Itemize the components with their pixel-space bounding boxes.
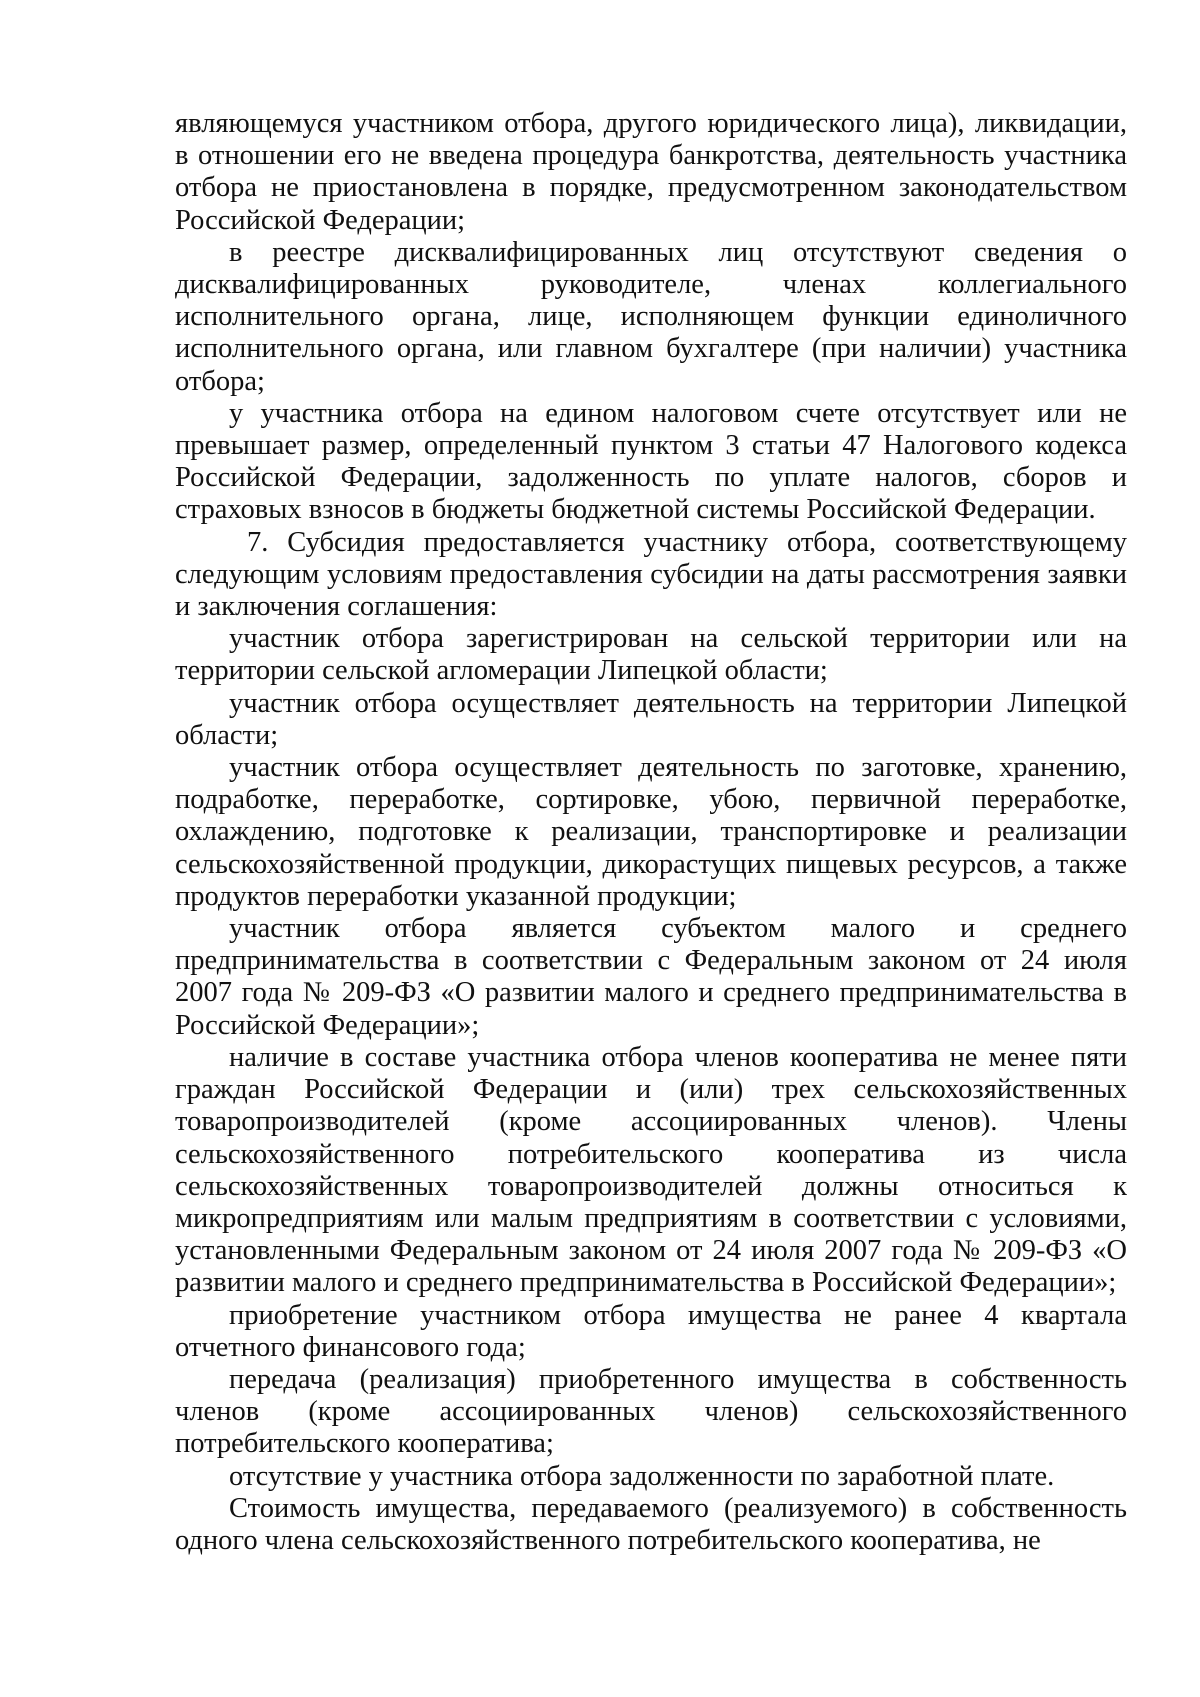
- paragraph-cooperative-members: наличие в составе участника отбора членов кооператива не менее пяти граждан Российской Федерации и (или) трех сельскохозяйственных товаропроизводителей (кроме ассоциированных членов). Члены сельскохозяйственного потребительского кооператива из числа сельскохозяйственных товаропроизводителей должны относиться к микропредприятиям или малым предприятиям в соответствии с условиями, установленными Федеральным законом от 24 июля 2007 года № 209-ФЗ «О развитии малого и среднего предпринимательства в Российской Федерации»;: [175, 1041, 1127, 1299]
- paragraph-tax-debt: у участника отбора на едином налоговом счете отсутствует или не превышает размер, определенный пунктом 3 статьи 47 Налогового кодекса Российской Федерации, задолженность по уплате налогов, сборов и страховых взносов в бюджеты бюджетной системы Российской Федерации.: [175, 397, 1127, 526]
- paragraph-continuation: являющемуся участником отбора, другого юридического лица), ликвидации, в отношении его не введена процедура банкротства, деятельность участника отбора не приостановлена в порядке, предусмотренном законодательством Российской Федерации;: [175, 108, 1127, 236]
- paragraph-registration: участник отбора зарегистрирован на сельской территории или на территории сельской агломерации Липецкой области;: [175, 623, 1127, 687]
- document-page: [175, 108, 1127, 1557]
- paragraph-property-transfer: передача (реализация) приобретенного имущества в собственность членов (кроме ассоциированных членов) сельскохозяйственного потребительского кооператива;: [175, 1363, 1127, 1460]
- paragraph-property-cost: Стоимость имущества, передаваемого (реализуемого) в собственность одного члена сельскохозяйственного потребительского кооператива, не: [175, 1492, 1127, 1556]
- paragraph-activity-types: участник отбора осуществляет деятельность по заготовке, хранению, подработке, переработке, сортировке, убою, первичной переработке, охлаждению, подготовке к реализации, транспортировке и реализации сельскохозяйственной продукции, дикорастущих пищевых ресурсов, а также продуктов переработки указанной продукции;: [175, 752, 1127, 912]
- paragraph-activity-territory: участник отбора осуществляет деятельность на территории Липецкой области;: [175, 687, 1127, 751]
- paragraph-property-acquisition: приобретение участником отбора имущества не ранее 4 квартала отчетного финансового года;: [175, 1299, 1127, 1363]
- paragraph-sme-status: участник отбора является субъектом малого и среднего предпринимательства в соответствии с Федеральным законом от 24 июля 2007 года № 209-ФЗ «О развитии малого и среднего предпринимательства в Российской Федерации»;: [175, 913, 1127, 1041]
- paragraph-disqualified-persons: в реестре дисквалифицированных лиц отсутствуют сведения о дисквалифицированных руководителе, членах коллегиального исполнительного органа, лице, исполняющем функции единоличного исполнительного органа, или главном бухгалтере (при наличии) участника отбора;: [175, 236, 1127, 397]
- paragraph-no-wage-arrears: отсутствие у участника отбора задолженности по заработной плате.: [229, 1460, 1055, 1492]
- paragraph-section-7: 7. Субсидия предоставляется участнику отбора, соответствующему следующим условиям предоставления субсидии на даты рассмотрения заявки и заключения соглашения:: [175, 526, 1127, 623]
